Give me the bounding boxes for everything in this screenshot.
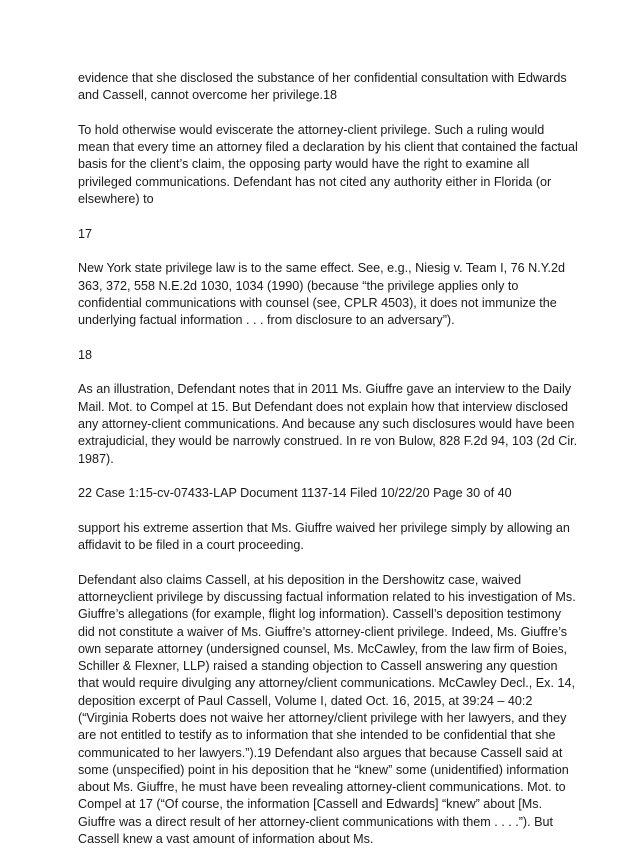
- page-header-case-info: 22 Case 1:15-cv-07433-LAP Document 1137-14 Filed 10/22/20 Page 30 of 40: [78, 486, 512, 501]
- paragraph-cassell-deposition: Defendant also claims Cassell, at his deposition in the Dershowitz case, waived attorneyclient privilege by discussing factual information related to his investigation of Ms. Giuffre’s allegations (for example, flight log information). Cassell’s deposition testimony did not constitute a waiver of Ms. Giuffre’s attorney-client privilege. Indeed, Ms. Giuffre’s own separate attorney (undersigned counsel, Ms. McCawley, from the law firm of Boies, Schiller & Flexner, LLP) raised a standing objection to Cassell answering any question that would require divulging any attorney/client communications. McCawley Decl., Ex. 14, deposition excerpt of Paul Cassell, Volume I, dated Oct. 16, 2015, at 39:24 – 40:2 (“Virginia Roberts does not waive her attorney/client privilege with her lawyers, and they are not entitled to testify as to information that she intended to be confidential that she communicated to her lawyers.”).19 Defendant also argues that because Cassell said at some (unspecified) point in his deposition that he “knew” some (unidentified) information about Ms. Giuffre, he must have been revealing attorney-client communications. Mot. to Compel at 17 (“Of course, the information [Cassell and Edwards] “knew” about [Ms. Giuffre was a direct result of her attorney-client communications with them . . . .”). But Cassell knew a vast amount of information about Ms.: [78, 572, 576, 847]
- paragraph-extreme-assertion: support his extreme assertion that Ms. Giuffre waived her privilege simply by allowing an affidavit to be filed in a court proceeding.: [78, 520, 570, 553]
- footnote-17-text: New York state privilege law is to the same effect. See, e.g., Niesig v. Team I, 76 N.Y.2d 363, 372, 558 N.E.2d 1030, 1034 (1990) (because “the privilege applies only to confidential communications with counsel (see, CPLR 4503), it does not immunize the underlying factual information . . . from disclosure to an adversary”).: [78, 261, 565, 328]
- footnote-number-17: 17: [78, 226, 93, 241]
- paragraph-eviscerate-privilege: To hold otherwise would eviscerate the attorney-client privilege. Such a ruling would mean that every time an attorney filed a declaration by his client that contained the factual basis for the client’s claim, the opposing party would have the right to examine all privileged communications. Defendant has not cited any authority either in Florida (or elsewhere) to: [78, 122, 578, 207]
- footnote-18-text: As an illustration, Defendant notes that in 2011 Ms. Giuffre gave an interview to the Daily Mail. Mot. to Compel at 15. But Defendant does not explain how that interview disclosed any attorney-client communications. And because any such disclosures would have been extrajudicial, they would be narrowly construed. In re von Bulow, 828 F.2d 94, 103 (2d Cir. 1987).: [78, 382, 578, 466]
- paragraph-privilege-conclusion: evidence that she disclosed the substance of her confidential consultation with Edwards and Cassell, cannot overcome her privilege.18: [78, 71, 567, 103]
- footnote-number-18: 18: [78, 347, 93, 362]
- document-page: [78, 70, 578, 866]
